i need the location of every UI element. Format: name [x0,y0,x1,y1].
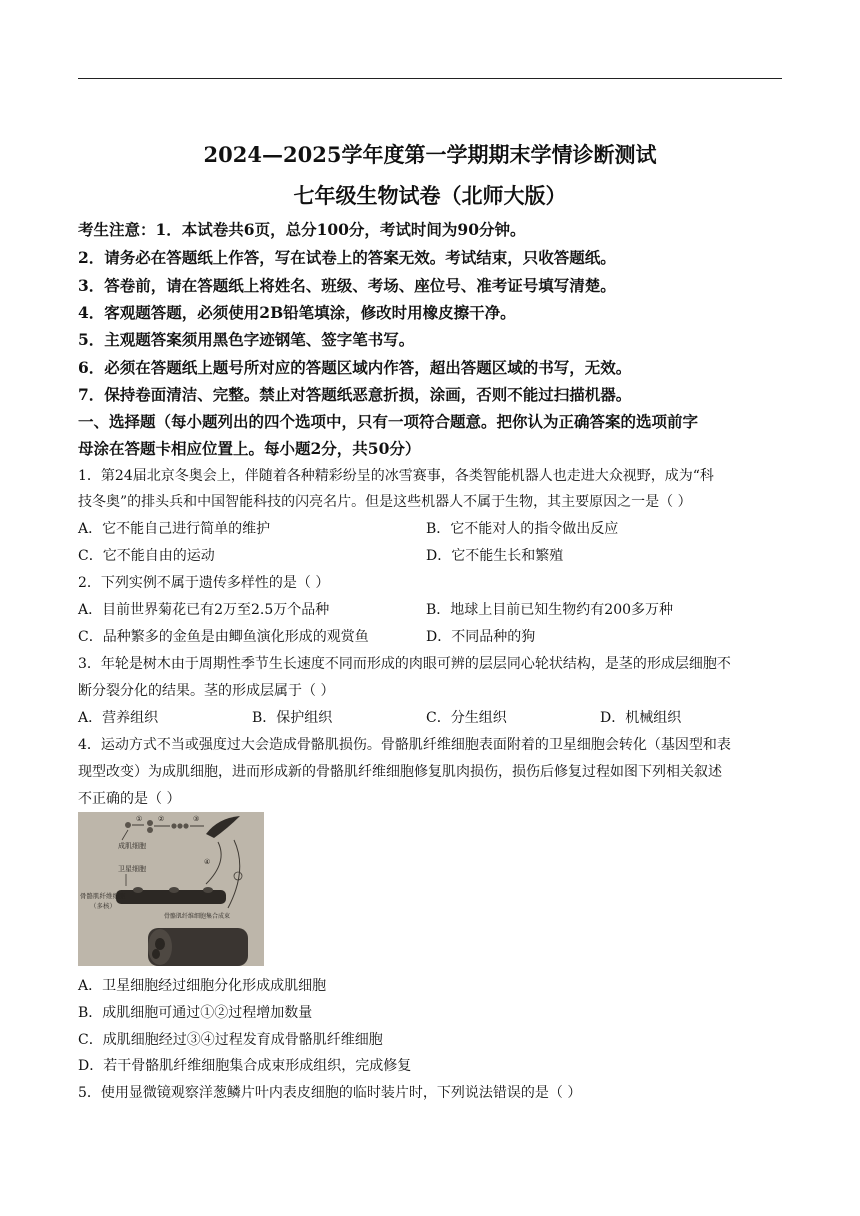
q4-stem-line-3: 不正确的是（ ） [78,791,181,807]
header-rule [78,78,782,79]
note-3: 3．答卷前，请在答题纸上将姓名、班级、考场、座位号、准考证号填写清楚。 [78,276,616,295]
exam-subtitle: 七年级生物试卷（北师大版） [293,183,567,208]
marker-4: ④ [204,858,211,866]
label-multinucleate: （多核） [90,902,116,910]
section-heading-line-1: 一、选择题（每小题列出的四个选项中，只有一项符合题意。把你认为正确答案的选项前字 [78,412,699,431]
note-5: 5．主观题答案须用黑色字迹钢笔、签字笔书写。 [78,330,415,349]
q1-option-c: C．它不能自由的运动 [78,548,215,564]
q4-stem-line-2: 现型改变）为成肌细胞，进而形成新的骨骼肌纤维细胞修复肌肉损伤，损伤后修复过程如图下列相关叙述 [78,764,722,780]
label-muscle-fiber: 骨骼肌纤维细胞 [80,892,126,900]
exam-title: 2024—2025学年度第一学期期末学情诊断测试 [203,142,657,167]
q1-option-a: A．它不能自己进行简单的维护 [78,521,271,537]
q3-option-a: A．营养组织 [78,710,159,726]
q3-stem-line-2: 断分裂分化的结果。茎的形成层属于（ ） [78,683,335,699]
q1-stem-line-1: 1．第24届北京冬奥会上，伴随着各种精彩纷呈的冰雪赛事，各类智能机器人也走进大众视野，成为“科 [78,468,714,484]
q2-option-d: D．不同品种的狗 [426,629,536,645]
q1-stem-line-2: 技冬奥”的排头兵和中国智能科技的闪亮名片。但是这些机器人不属于生物，其主要原因之一是（ ） [78,494,692,510]
marker-3: ③ [193,815,200,823]
note-1: 考生注意：1．本试卷共6页，总分100分，考试时间为90分钟。 [78,220,526,239]
q2-stem: 2．下列实例不属于遗传多样性的是（ ） [78,575,330,591]
section-heading-line-2: 母涂在答题卡相应位置上。每小题2分，共50分） [78,439,421,458]
note-4: 4．客观题答题，必须使用2B铅笔填涂，修改时用橡皮擦干净。 [78,303,516,322]
q4-option-a: A．卫星细胞经过细胞分化形成成肌细胞 [78,978,327,994]
q1-option-b: B．它不能对人的指令做出反应 [426,521,619,537]
q1-option-d: D．它不能生长和繁殖 [426,548,564,564]
q4-option-b: B．成肌细胞可通过①②过程增加数量 [78,1005,313,1021]
muscle-repair-diagram [78,812,264,966]
label-myoblast: 成肌细胞 [118,842,146,850]
q4-stem-line-1: 4．运动方式不当或强度过大会造成骨骼肌损伤。骨骼肌纤维细胞表面附着的卫星细胞会转化（基因型和表 [78,737,731,753]
q3-option-b: B．保护组织 [252,710,333,726]
label-fiber-bundle: 骨骼肌纤维细胞集合成束 [164,913,231,920]
marker-1: ① [136,815,143,823]
q4-option-c: C．成肌细胞经过③④过程发育成骨骼肌纤维细胞 [78,1032,383,1048]
cell-dot [125,822,131,828]
q3-stem-line-1: 3．年轮是树木由于周期性季节生长速度不同而形成的肉眼可辨的层层同心轮状结构，是茎的形成层细胞不 [78,656,731,672]
label-satellite-cell: 卫星细胞 [118,865,146,873]
note-7: 7．保持卷面清洁、完整。禁止对答题纸恶意折损，涂画，否则不能过扫描机器。 [78,385,632,404]
q3-option-c: C．分生组织 [426,710,507,726]
note-2: 2．请务必在答题纸上作答，写在试卷上的答案无效。考试结束，只收答题纸。 [78,248,616,267]
q2-option-b: B．地球上目前已知生物约有200多万种 [426,602,674,618]
note-6: 6．必须在答题纸上题号所对应的答题区域内作答，超出答题区域的书写，无效。 [78,358,632,377]
q2-option-c: C．品种繁多的金鱼是由鲫鱼演化形成的观赏鱼 [78,629,369,645]
muscle-repair-figure [78,812,264,966]
q4-option-d: D．若干骨骼肌纤维细胞集合成束形成组织，完成修复 [78,1058,412,1074]
q3-option-d: D．机械组织 [600,710,682,726]
q5-stem: 5．使用显微镜观察洋葱鳞片叶内表皮细胞的临时装片时，下列说法错误的是（ ） [78,1085,582,1101]
marker-2: ② [158,815,165,823]
q2-option-a: A．目前世界菊花已有2万至2.5万个品种 [78,602,330,618]
